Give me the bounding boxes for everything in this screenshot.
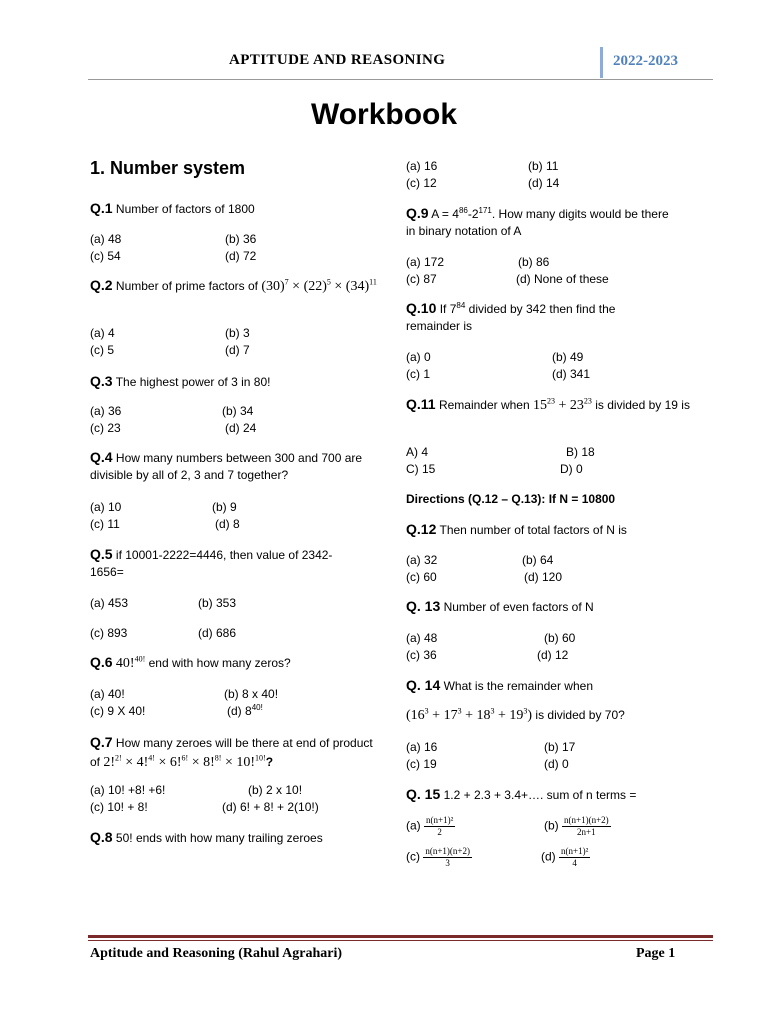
question-1 bbox=[90, 200, 255, 218]
option-c: (c) 23 bbox=[90, 421, 121, 435]
option-d: (d) 24 bbox=[225, 421, 257, 435]
option-b: (b) 3 bbox=[225, 326, 250, 340]
question-text: What is the remainder when bbox=[443, 679, 593, 693]
option-b: (b) 49 bbox=[552, 350, 584, 364]
option-b: (b) 353 bbox=[198, 596, 237, 610]
option-c: (c) 1 bbox=[406, 367, 430, 381]
option-a: A) 4 bbox=[406, 445, 429, 459]
option-a: (a) 453 bbox=[90, 596, 129, 610]
option-c: C) 15 bbox=[406, 462, 436, 476]
option-c: (c) 19 bbox=[406, 757, 437, 771]
option-d: (d) 14 bbox=[528, 176, 560, 190]
footer-rule-thin bbox=[88, 940, 713, 941]
question-number: Q.12 bbox=[406, 521, 437, 537]
question-number: Q.7 bbox=[90, 734, 113, 750]
option-b: (b) 17 bbox=[544, 740, 576, 754]
question-text: Number of even factors of N bbox=[443, 600, 594, 614]
question-text: How many numbers between 300 and 700 are divisible by all of 2, 3 and 7 together? bbox=[90, 451, 363, 482]
option-d: (d) 120 bbox=[524, 570, 563, 584]
question-text: if 10001-2222=4446, then value of 2342-1656= bbox=[90, 548, 333, 579]
option-c: (c) 60 bbox=[406, 570, 437, 584]
option-d: (d) 8 bbox=[215, 517, 240, 531]
question-10: Q.10 If $7^{84}$ divided by 342 then find the remainder is bbox=[406, 300, 616, 333]
header-rule bbox=[88, 79, 713, 80]
option-c: (c) 9 X 40! bbox=[90, 704, 146, 718]
option-d: D) 0 bbox=[560, 462, 583, 476]
option-a: (a) 10 bbox=[90, 500, 122, 514]
directions: Directions (Q.12 – Q.13): If N = 10800 bbox=[406, 492, 616, 506]
question-4 bbox=[90, 449, 375, 484]
option-d: (d) 0 bbox=[544, 757, 569, 771]
section-heading: 1. Number system bbox=[90, 158, 246, 178]
question-text: The highest power of 3 in 80! bbox=[115, 375, 271, 389]
question-number: Q.6 bbox=[90, 654, 113, 670]
question-text: 1.2 + 2.3 + 3.4+…. sum of n terms = bbox=[443, 788, 637, 802]
option-d: (d) 6! + 8! + 2(10!) bbox=[222, 800, 319, 814]
footer-rule bbox=[88, 935, 713, 938]
option-b: (b) 8 x 40! bbox=[224, 687, 279, 701]
math-expression: 2!$^{2!}$ × 4!$^{4!}$ × 6!$^{6!}$ × 8!$^{8!}$ × 10!$^{10!}$ bbox=[103, 753, 266, 770]
math-expression: 40!$^{40!}$ bbox=[115, 654, 146, 671]
question-text: . How many digits would be there in binary notation of A bbox=[406, 207, 669, 238]
option-a: (a) 36 bbox=[90, 404, 122, 418]
option-b: B) 18 bbox=[566, 445, 595, 459]
question-9: Q.9 $A = 4^{86}-2^{171}$. How many digits would be there in binary notation of A bbox=[406, 205, 669, 238]
question-text: divided by 342 then find the remainder is bbox=[406, 302, 616, 333]
header-title: APTITUDE AND REASONING bbox=[229, 52, 446, 68]
question-number: Q.2 bbox=[90, 277, 113, 293]
question-number: Q.4 bbox=[90, 449, 113, 465]
option-c: (c) 11 bbox=[90, 517, 120, 531]
header-year: 2022-2023 bbox=[600, 47, 678, 78]
option-a: (a) 40! bbox=[90, 687, 125, 701]
math-expression: $15^{23} + 23^{23}$ bbox=[533, 396, 592, 413]
option-a: (a) 172 bbox=[406, 255, 445, 269]
question-number: Q.5 bbox=[90, 546, 113, 562]
option-c: (c) $\frac{n(n+1)(n+2)}{3}$ bbox=[406, 846, 470, 868]
question-15 bbox=[406, 786, 636, 804]
question-text: Number of prime factors of bbox=[115, 279, 258, 293]
option-b: (b) 2 x 10! bbox=[248, 783, 303, 797]
question-text: How many zeroes will be there at end of product of bbox=[90, 736, 373, 769]
question-text: Number of factors of 1800 bbox=[115, 202, 255, 216]
option-c: (c) 5 bbox=[90, 343, 114, 357]
question-13 bbox=[406, 598, 594, 616]
question-text: Then number of total factors of N is bbox=[439, 523, 627, 537]
option-a: (a) 0 bbox=[406, 350, 431, 364]
question-number: Q.10 bbox=[406, 300, 437, 316]
question-number: Q.8 bbox=[90, 829, 113, 845]
question-text: 50! ends with how many trailing zeroes bbox=[115, 831, 323, 845]
question-14-expression: $(16^3 + 17^3 + 18^3 + 19^3)$ is divided by 70? bbox=[406, 706, 625, 723]
option-a: (a) 32 bbox=[406, 553, 438, 567]
question-12 bbox=[406, 521, 627, 539]
option-b: (b) 64 bbox=[522, 553, 554, 567]
math-expression: $(30)^7 \times (22)^5 \times (34)^{11}$ bbox=[261, 277, 377, 294]
question-8 bbox=[90, 829, 323, 847]
option-a: (a) $\frac{\text{n(n+1)²}}{2}$ bbox=[406, 815, 454, 837]
option-d: (d) 341 bbox=[552, 367, 591, 381]
question-14 bbox=[406, 677, 593, 695]
question-11: Q.11 Remainder when $15^{23} + 23^{23}$ is divided by 19 is bbox=[406, 396, 690, 413]
option-b: (b) 11 bbox=[528, 159, 559, 173]
option-d: (d) 12 bbox=[537, 648, 569, 662]
math-expression: $(16^3 + 17^3 + 18^3 + 19^3)$ bbox=[406, 706, 533, 723]
option-d: (d) 686 bbox=[198, 626, 237, 640]
question-number: Q.9 bbox=[406, 205, 429, 221]
option-c: (c) 12 bbox=[406, 176, 437, 190]
option-a: (a) 48 bbox=[90, 232, 122, 246]
option-d: (d) $8^{40!}$ bbox=[227, 703, 263, 718]
option-d: (d) $\frac{\text{n(n+1)²}}{4}$ bbox=[541, 846, 589, 868]
question-number: Q. 13 bbox=[406, 598, 441, 614]
option-b: (b) $\frac{n(n+1)(n+2)}{2n+1}$ bbox=[544, 815, 609, 837]
option-b: (b) 36 bbox=[225, 232, 257, 246]
option-a: (a) 16 bbox=[406, 740, 438, 754]
question-number: Q. 14 bbox=[406, 677, 441, 693]
question-number: Q.1 bbox=[90, 200, 113, 216]
option-c: (c) 87 bbox=[406, 272, 437, 286]
option-d: (d) None of these bbox=[516, 272, 609, 286]
option-c: (c) 36 bbox=[406, 648, 437, 662]
question-number: Q.11 bbox=[406, 396, 436, 412]
question-3 bbox=[90, 373, 270, 391]
question-5 bbox=[90, 546, 360, 581]
option-c: (c) 893 bbox=[90, 626, 128, 640]
question-text: end with how many zeros? bbox=[148, 656, 291, 670]
question-number: Q. 15 bbox=[406, 786, 441, 802]
option-b: (b) 86 bbox=[518, 255, 550, 269]
option-a: (a) 4 bbox=[90, 326, 115, 340]
option-a: (a) 48 bbox=[406, 631, 438, 645]
option-a: (a) 10! +8! +6! bbox=[90, 783, 166, 797]
option-b: (b) 9 bbox=[212, 500, 237, 514]
page-title: Workbook bbox=[310, 98, 458, 131]
option-b: (b) 60 bbox=[544, 631, 576, 645]
option-c: (c) 10! + 8! bbox=[90, 800, 148, 814]
option-c: (c) 54 bbox=[90, 249, 121, 263]
option-d: (d) 7 bbox=[225, 343, 250, 357]
question-2 bbox=[90, 277, 382, 295]
question-number: Q.3 bbox=[90, 373, 113, 389]
question-7: Q.7 How many zeroes will be there at end of product of 2!$^{2!}$ × 4!$^{4!}$ × 6!$^{6!}$ × 8!$^{8!}$ × 10!$^{10!}$? bbox=[90, 734, 373, 770]
question-text: is divided by 19 is bbox=[595, 398, 690, 412]
question-6 bbox=[90, 654, 291, 672]
footer-author: Aptitude and Reasoning (Rahul Agrahari) bbox=[90, 946, 343, 961]
option-a: (a) 16 bbox=[406, 159, 438, 173]
option-d: (d) 72 bbox=[225, 249, 257, 263]
page-number: Page 1 bbox=[636, 946, 676, 961]
option-b: (b) 34 bbox=[222, 404, 254, 418]
